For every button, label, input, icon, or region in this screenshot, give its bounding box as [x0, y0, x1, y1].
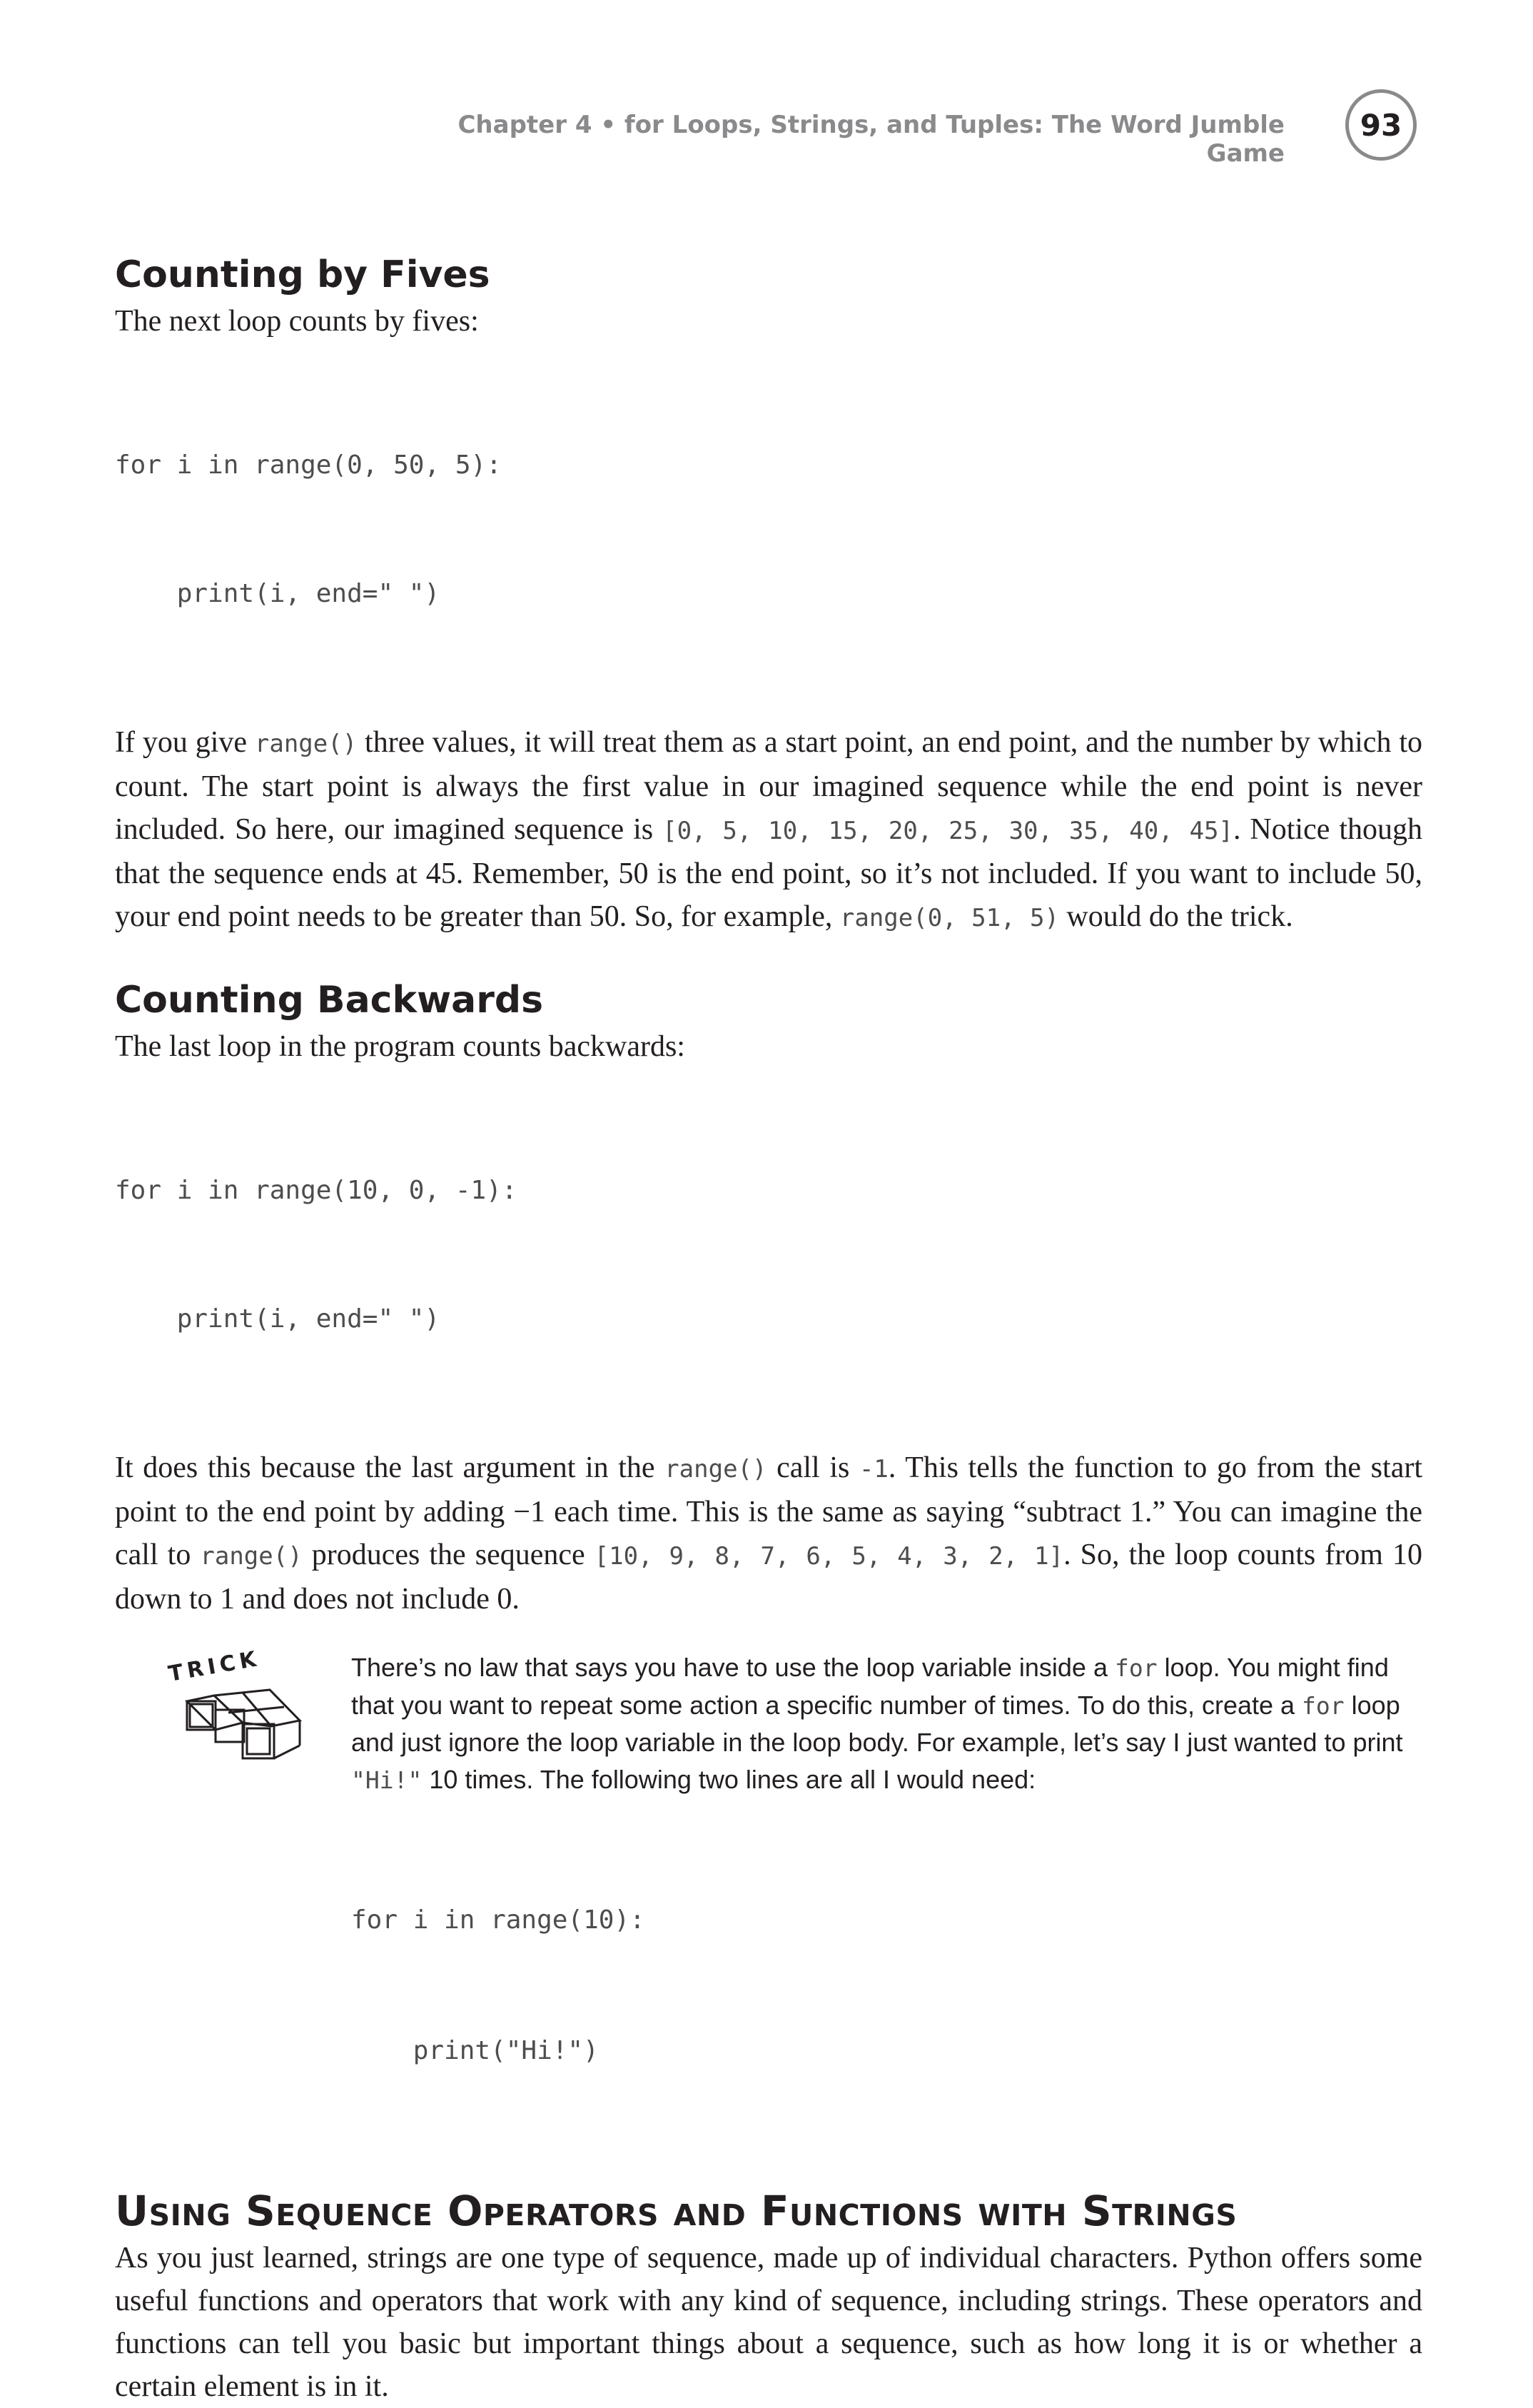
page-number-text: 93 [1360, 107, 1402, 143]
code-line: for i in range(10, 0, -1): [115, 1176, 517, 1205]
trick-code-block [351, 1811, 1422, 2160]
section-heading-counting-by-fives: Counting by Fives [115, 253, 490, 296]
code-line: for i in range(10): [351, 1905, 645, 1935]
text: call is [766, 1451, 859, 1484]
text: would do the trick. [1058, 900, 1293, 933]
inline-code: [0, 5, 10, 15, 20, 25, 30, 35, 40, 45] [662, 817, 1233, 845]
trick-text [351, 1649, 1422, 1798]
text: It does this because the last argument in the [115, 1451, 665, 1484]
running-header: Chapter 4 • for Loops, Strings, and Tuples: The Word Jumble Game [457, 111, 1285, 168]
text: . Notice though that the sequence ends at 45. Remember, 50 is the end point, so it’s not included. If you want to include 50, your end point needs to be greater than 50. So, for example, [115, 813, 1423, 933]
page-number [1345, 89, 1417, 161]
code-line: for i in range(0, 50, 5): [115, 450, 502, 480]
text: If you give [115, 726, 255, 759]
text: loop. You might find that you want to repeat some action a specific number of times. To do this, create a [351, 1653, 1389, 1720]
code-line: print(i, end=" ") [115, 579, 440, 608]
text: . So, the loop counts from 10 down to 1 and does not include 0. [115, 1538, 1422, 1616]
inline-code: -1 [859, 1455, 889, 1483]
code-block [115, 1084, 1422, 1426]
text: . This tells the function to go from the start point to the end point by adding −1 each time. This is the same as saying “subtract 1.” You can imagine the call to [115, 1451, 1422, 1571]
trick-label: TRICK [166, 1646, 263, 1687]
text: three values, it will treat them as a start point, an end point, and the number by which to count. The start point is always the first value in our imagined sequence while the end point is never included. So here, our imagined sequence is [115, 726, 1422, 846]
inline-code: for [1302, 1691, 1345, 1720]
inline-code: for [1114, 1654, 1158, 1682]
inline-code: range() [664, 1455, 767, 1483]
inline-code: [10, 9, 8, 7, 6, 5, 4, 3, 2, 1] [594, 1542, 1064, 1571]
chapter-section-heading: Using Sequence Operators and Functions with Strings [115, 2187, 1238, 2235]
inline-code: range() [200, 1542, 303, 1571]
trick-box [115, 1646, 1422, 2160]
trick-body [351, 1649, 1422, 2160]
code-line: print(i, end=" ") [115, 1304, 440, 1334]
code-line: print("Hi!") [351, 2036, 599, 2065]
inline-code: range(0, 51, 5) [839, 904, 1059, 932]
inline-code: range() [254, 730, 358, 758]
paragraph [115, 721, 1422, 939]
text: There’s no law that says you have to use the loop variable inside a [351, 1653, 1115, 1682]
page-content [115, 250, 1422, 2408]
text: 10 times. The following two lines are all I would need: [422, 1764, 1036, 1794]
trick-icon [115, 1646, 351, 2160]
section-intro: The last loop in the program counts backwards: [115, 1030, 685, 1063]
paragraph [115, 1446, 1422, 1621]
text: loop and just ignore the loop variable in the loop body. For example, let’s say I just wanted to print [351, 1690, 1403, 1757]
inline-code: "Hi!" [351, 1765, 423, 1794]
paragraph: As you just learned, strings are one type of sequence, made up of individual characters. Python offers some useful functions and operators that work with any kind of sequence, including strings. These operators and functions can tell you basic but important things about a sequence, such as how long it is or whether a certain element is in it. [115, 2242, 1422, 2403]
section-heading-counting-backwards: Counting Backwards [115, 979, 544, 1022]
section-intro: The next loop counts by fives: [115, 305, 479, 338]
text: produces the sequence [302, 1538, 595, 1571]
code-block [115, 358, 1422, 701]
